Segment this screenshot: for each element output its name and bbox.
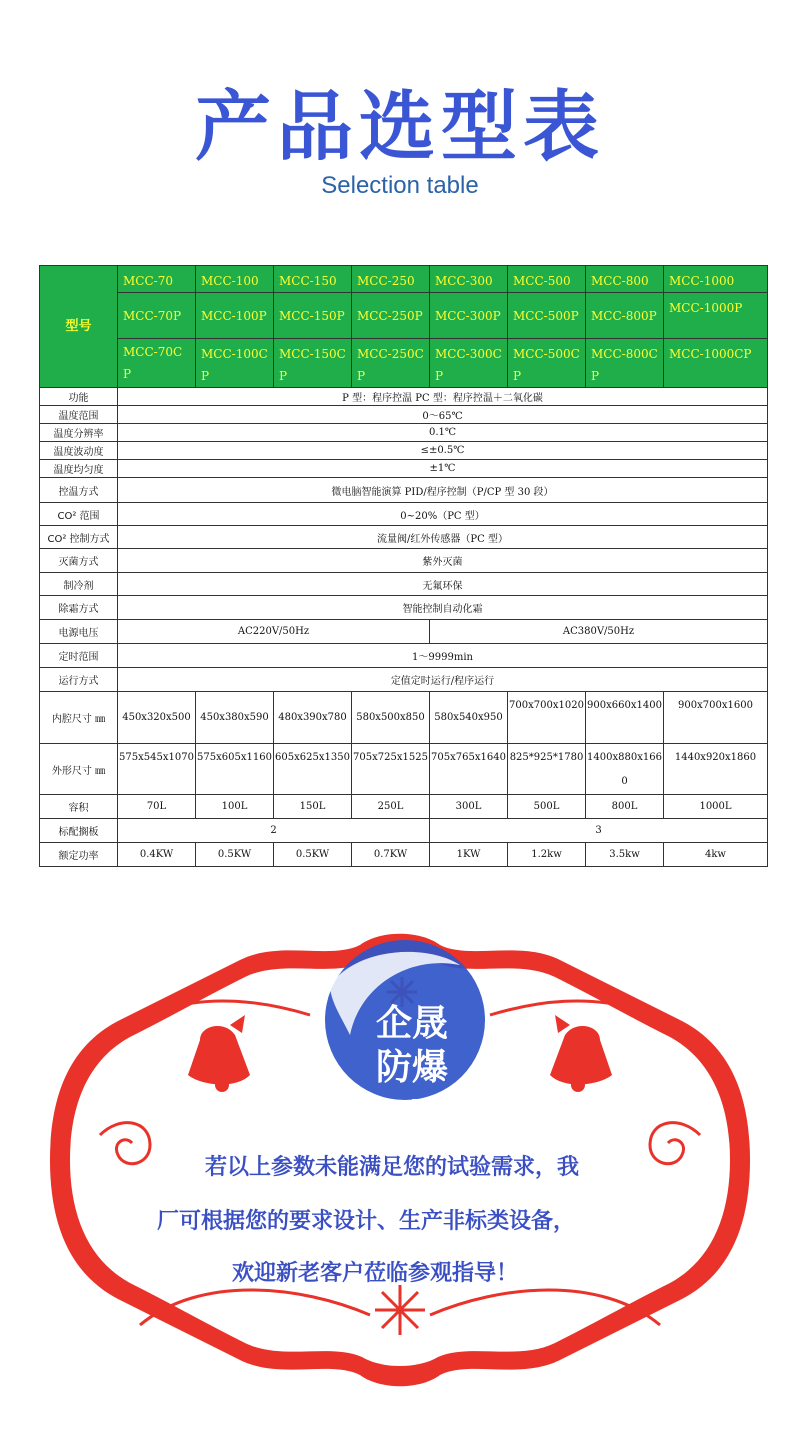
message-line-2: 厂可根据您的要求设计、生产非标类设备， [157,1209,576,1234]
row-cell: 580x540x950 [430,692,508,744]
model-cell: MCC-300CP [430,339,508,388]
row-cell: 3.5kw [586,843,664,867]
row-cell: 150L [274,795,352,819]
table-row [40,744,768,795]
row-cell: 1440x920x1860 [664,744,768,795]
table-row [40,478,768,503]
row-cell: 705x765x1640 [430,744,508,795]
model-cell: MCC-800 [586,266,664,293]
row-value: 无氟环保 [118,573,768,596]
logo-line-2: 防爆 [376,1047,449,1088]
row-cell: 250L [352,795,430,819]
row-label: 内腔尺寸 ㎜ [40,692,118,744]
row-cell: 500L [508,795,586,819]
row-value: 0.1℃ [118,424,768,442]
model-cell: MCC-150CP [274,339,352,388]
model-cell: MCC-800P [586,293,664,339]
row-value: 流量阀/红外传感器（PC 型） [118,526,768,549]
row-cell: 580x500x850 [352,692,430,744]
row-value: 定值定时运行/程序运行 [118,668,768,692]
model-cell: MCC-1000 [664,266,768,293]
model-cell: MCC-500CP [508,339,586,388]
row-value: ±1℃ [118,460,768,478]
row-cell: 300L [430,795,508,819]
model-cell: MCC-100CP [196,339,274,388]
row-label: 额定功率 [40,843,118,867]
row-cell: 70L [118,795,196,819]
table-row [40,596,768,620]
table-row [40,668,768,692]
model-cell: MCC-150P [274,293,352,339]
row-label: 灭菌方式 [40,549,118,573]
row-label: 控温方式 [40,478,118,503]
table-row [40,692,768,744]
table-row [40,442,768,460]
row-value: 1～9999min [118,644,768,668]
row-cell: 800L [586,795,664,819]
model-cell: MCC-300 [430,266,508,293]
row-label: 温度波动度 [40,442,118,460]
model-cell: MCC-150 [274,266,352,293]
row-cell: 575x545x1070 [118,744,196,795]
table-row [40,819,768,843]
model-cell: MCC-250CP [352,339,430,388]
row-cell: 0.5KW [274,843,352,867]
model-cell: MCC-70P [118,293,196,339]
model-label: 型号 [40,266,118,388]
row-value-a: 2 [118,819,430,843]
row-label: 除霜方式 [40,596,118,620]
row-cell: 825*925*1780 [508,744,586,795]
table-row [40,549,768,573]
row-label: 功能 [40,388,118,406]
row-cell: 1.2kw [508,843,586,867]
row-label: 电源电压 [40,620,118,644]
row-label: 温度分辨率 [40,424,118,442]
row-cell: 605x625x1350 [274,744,352,795]
row-cell: 705x725x1525 [352,744,430,795]
row-cell: 900x700x1600 [664,692,768,744]
selection-table [39,265,768,867]
model-row-1 [40,266,768,293]
logo-line-1: 企晟 [376,1003,449,1044]
page-title: 产品选型表 [195,82,605,171]
row-label: 定时范围 [40,644,118,668]
row-label: 外形尺寸 ㎜ [40,744,118,795]
table-row [40,644,768,668]
model-cell: MCC-100P [196,293,274,339]
table-row [40,406,768,424]
row-cell: 450x380x590 [196,692,274,744]
model-cell: MCC-100 [196,266,274,293]
model-cell: MCC-500 [508,266,586,293]
model-cell: MCC-1000P [664,293,768,339]
row-value: P 型：程序控温 PC 型：程序控温＋二氧化碳 [118,388,768,406]
row-label: 运行方式 [40,668,118,692]
table-row [40,424,768,442]
row-label: CO² 范围 [40,503,118,526]
row-label: CO² 控制方式 [40,526,118,549]
model-cell: MCC-1000CP [664,339,768,388]
row-cell: 0.7KW [352,843,430,867]
table-row [40,503,768,526]
table-row [40,620,768,644]
row-cell: 100L [196,795,274,819]
row-value: 0～65℃ [118,406,768,424]
row-value-a: AC220V/50Hz [118,620,430,644]
row-cell: 480x390x780 [274,692,352,744]
page-subtitle: Selection table [321,172,479,199]
table-row [40,795,768,819]
logo-subtitle: Qisheng Explosion-proof [368,1098,488,1109]
table-row [40,843,768,867]
message-line-1: 若以上参数未能满足您的试验需求，我 [205,1155,580,1180]
row-value: 智能控制自动化霜 [118,596,768,620]
row-cell: 0.4KW [118,843,196,867]
model-row-2 [40,293,768,339]
row-cell: 700x700x1020 [508,692,586,744]
row-label: 制冷剂 [40,573,118,596]
model-cell: MCC-250P [352,293,430,339]
model-cell: MCC-500P [508,293,586,339]
model-cell: MCC-800CP [586,339,664,388]
row-value: ≤±0.5℃ [118,442,768,460]
model-cell: MCC-300P [430,293,508,339]
row-label: 温度范围 [40,406,118,424]
row-label: 容积 [40,795,118,819]
row-cell: 1400x880x1660 [586,744,664,795]
row-cell: 900x660x1400 [586,692,664,744]
row-cell: 0.5KW [196,843,274,867]
row-cell: 1KW [430,843,508,867]
row-cell: 1000L [664,795,768,819]
row-label: 温度均匀度 [40,460,118,478]
row-cell: 4kw [664,843,768,867]
row-value: 微电脑智能演算 PID/程序控制（P/CP 型 30 段） [118,478,768,503]
row-value: 紫外灭菌 [118,549,768,573]
message-line-3: 欢迎新老客户莅临参观指导！ [232,1261,519,1286]
row-value: 0~20%（PC 型） [118,503,768,526]
model-row-3 [40,339,768,388]
table-row [40,573,768,596]
model-cell: MCC-70 [118,266,196,293]
table-row [40,526,768,549]
row-cell: 450x320x500 [118,692,196,744]
table-row [40,460,768,478]
row-label: 标配搁板 [40,819,118,843]
snowflake-icon [375,1285,425,1335]
model-cell: MCC-250 [352,266,430,293]
row-cell: 575x605x1160 [196,744,274,795]
table-row [40,388,768,406]
model-cell: MCC-70CP [118,339,196,388]
row-value-b: AC380V/50Hz [430,620,768,644]
row-value-b: 3 [430,819,768,843]
